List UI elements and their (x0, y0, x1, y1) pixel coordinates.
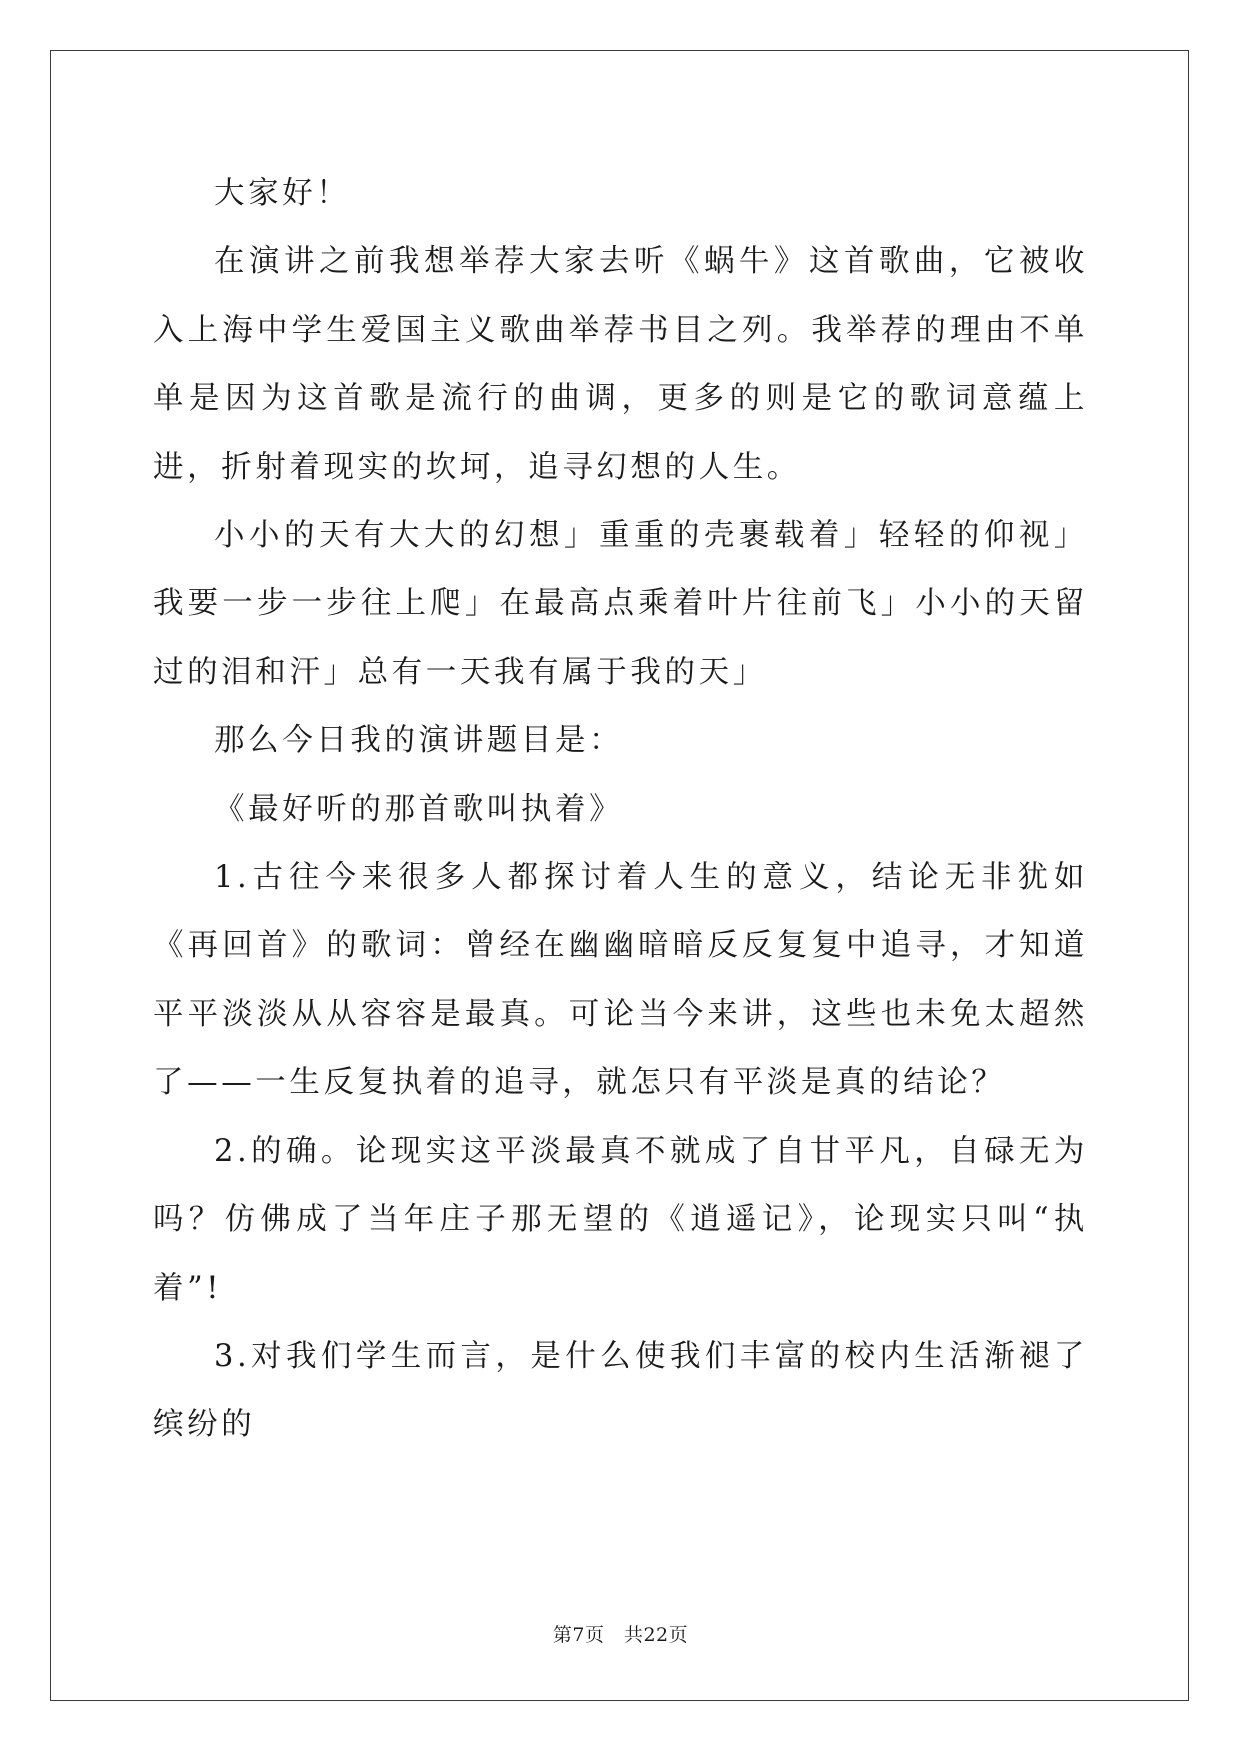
paragraph-speech-title: 《最好听的那首歌叫执着》 (214, 791, 624, 827)
paragraph-topic-lead: 那么今日我的演讲题目是： (214, 723, 624, 759)
paragraph-point-3: 3.对我们学生而言，是什么使我们丰富的校内生活渐褪了缤纷的 (153, 1338, 1088, 1443)
paragraph-point-1: 1.古往今来很多人都探讨着人生的意义，结论无非犹如《再回首》的歌词：曾经在幽幽暗暗反反复复中追寻，才知道平平淡淡从从容容是最真。可论当今来讲，这些也未免太超然了——一生反复执着的追寻，就怎只有平淡是真的结论？ (153, 860, 1088, 1101)
page-number-footer: 第7页 共22页 (552, 1624, 689, 1646)
paragraph-lyrics: 小小的天有大大的幻想」重重的壳裹载着」轻轻的仰视」我要一步一步往上爬」在最高点乘着叶片往前飞」小小的天留过的泪和汗」总有一天我有属于我的天」 (153, 518, 1088, 690)
paragraph-intro: 在演讲之前我想举荐大家去听《蜗牛》这首歌曲，它被收入上海中学生爱国主义歌曲举荐书目之列。我举荐的理由不单单是因为这首歌是流行的曲调，更多的则是它的歌词意蕴上进，折射着现实的坎坷，追寻幻想的人生。 (153, 244, 1088, 485)
paragraph-point-2: 2.的确。论现实这平淡最真不就成了自甘平凡，自碌无为吗？仿佛成了当年庄子那无望的《逍遥记》，论现实只叫“执着”! (153, 1133, 1088, 1306)
document-body (153, 160, 1088, 1460)
paragraph-greeting: 大家好！ (214, 176, 351, 211)
